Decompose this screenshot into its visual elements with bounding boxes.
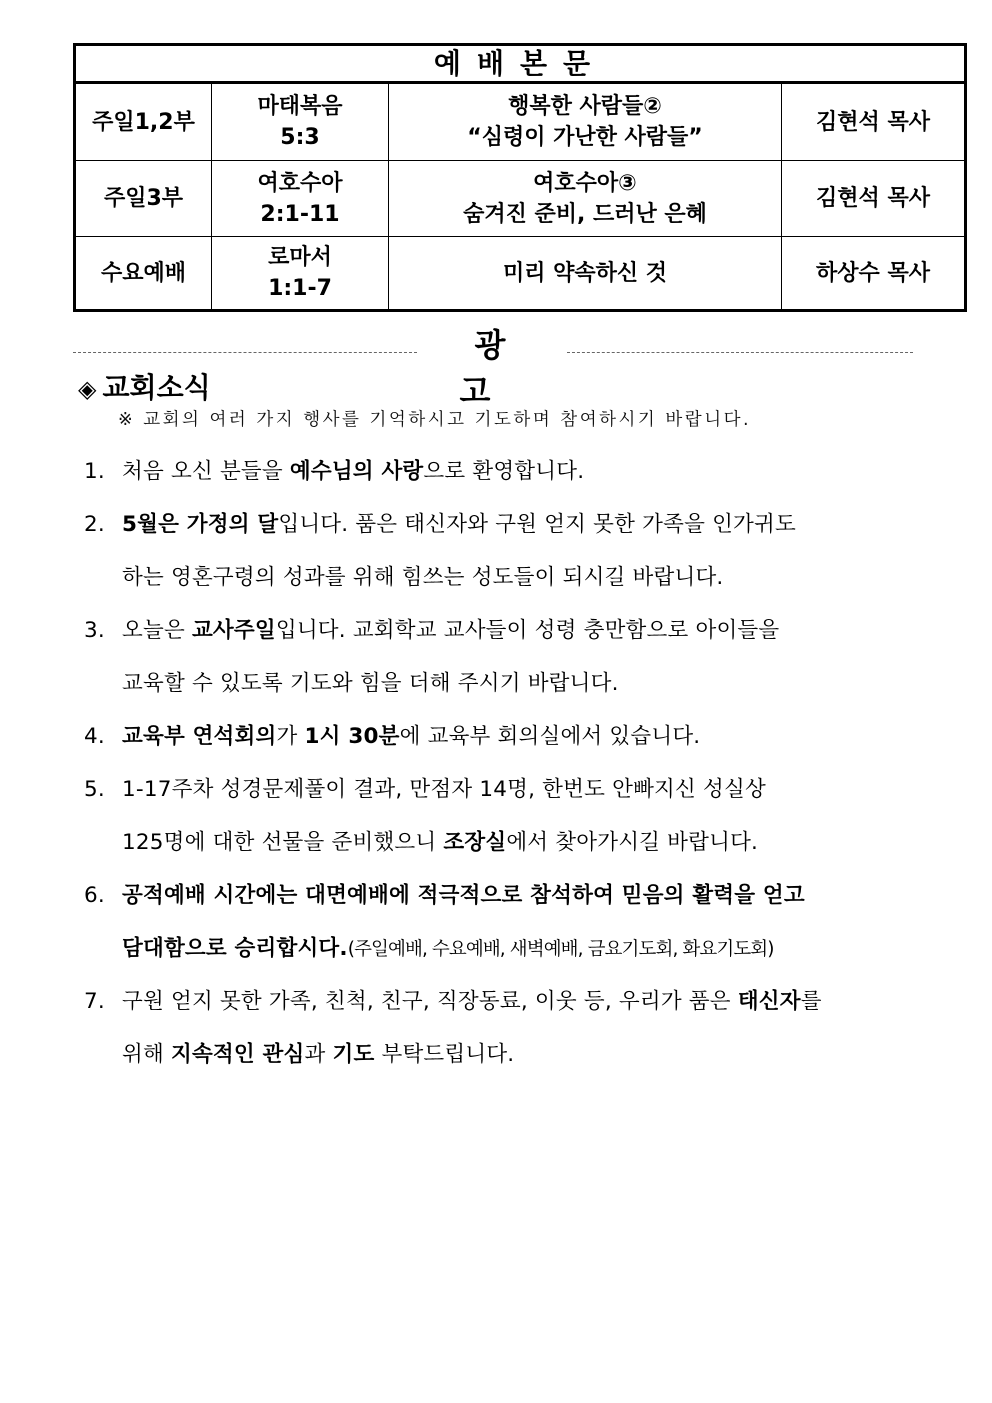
dashed-divider: [73, 352, 417, 353]
scripture-cell: [212, 237, 389, 311]
list-item-number: 2.: [84, 512, 105, 537]
list-item-text: 입니다. 교회학교 교사들이 성령 충만함으로 아이들을: [275, 618, 780, 643]
list-item-line: [84, 975, 854, 1028]
list-item-text: 처음 오신 분들을: [122, 459, 290, 484]
emphasis-text: 1시 30분: [304, 724, 400, 749]
emphasis-text: 5월은 가정의 달: [122, 512, 279, 537]
preacher: 김현석 목사: [782, 161, 966, 237]
list-item-line: [84, 710, 854, 763]
list-item-text: 하는 영혼구령의 성과를 위해 힘쓰는 성도들이 되시길 바랍니다.: [122, 565, 724, 590]
list-item-text: 부탁드립니다.: [374, 1042, 515, 1067]
scripture-cell: [212, 83, 389, 161]
scripture-ref: 5:3: [280, 125, 320, 150]
list-item-line: [84, 922, 854, 975]
list-item-line: [84, 445, 854, 498]
list-item-line: [84, 763, 854, 816]
church-news-title: 교회소식: [102, 371, 211, 404]
ad-section-title: 광고: [459, 326, 540, 410]
emphasis-text: 교사주일: [191, 618, 276, 643]
church-news-heading: [78, 368, 211, 409]
sermon-title: 행복한 사람들②: [508, 94, 662, 119]
list-item: [84, 710, 854, 763]
sermon-title: 미리 약속하신 것: [502, 260, 668, 286]
scripture-book: 마태복음: [257, 94, 343, 119]
sermon-title-cell: [389, 237, 782, 311]
list-item-text: 오늘은: [122, 618, 192, 643]
list-item-text: 구원 얻지 못한 가족, 친척, 친구, 직장동료, 이웃 등, 우리가 품은: [122, 989, 738, 1014]
sermon-title-cell: [389, 161, 782, 237]
scripture-book: 여호수아: [257, 170, 343, 196]
scripture-book: 로마서: [268, 245, 332, 270]
church-news-note: ※ 교회의 여러 가지 행사를 기억하시고 기도하며 참여하시기 바랍니다.: [118, 410, 752, 430]
list-item-number: 3.: [84, 618, 105, 643]
list-item-number: 1.: [84, 459, 105, 484]
list-item-text: 교육할 수 있도록 기도와 힘을 더해 주시기 바랍니다.: [122, 671, 619, 696]
list-item-line: [84, 869, 854, 922]
emphasis-text: 조장실: [443, 830, 507, 855]
sermon-table: [73, 43, 967, 312]
emphasis-text: 교육부 연석회의: [122, 724, 277, 749]
preacher: 하상수 목사: [782, 237, 966, 311]
list-item-line: [84, 816, 854, 869]
list-item: [84, 604, 854, 710]
list-item-text: 위해: [122, 1042, 171, 1067]
dashed-divider: [567, 352, 913, 353]
scripture-ref: 2:1-11: [260, 201, 340, 227]
service-list-text: (주일예배, 수요예배, 새벽예배, 금요기도회, 화요기도회): [347, 939, 774, 960]
table-row: [75, 161, 966, 237]
service-name: 주일1,2부: [75, 83, 212, 161]
list-item-text: 에서 찾아가시길 바랍니다.: [506, 830, 759, 855]
list-item: [84, 498, 854, 604]
scripture-ref: 1:1-7: [268, 276, 332, 301]
table-row: [75, 237, 966, 311]
sermon-table-title-row: [75, 45, 966, 83]
list-item-text: 에 교육부 회의실에서 있습니다.: [399, 724, 701, 749]
list-item-line: [84, 551, 854, 604]
list-item: [84, 975, 854, 1081]
sermon-subtitle: 숨겨진 준비, 드러난 은혜: [463, 201, 707, 227]
list-item: [84, 869, 854, 975]
list-item: [84, 445, 854, 498]
list-item-line: [84, 657, 854, 710]
emphasis-text: 공적예배 시간에는 대면예배에 적극적으로 참석하여 믿음의 활력을 얻고: [122, 883, 805, 908]
list-item-text: 과: [304, 1042, 333, 1067]
sermon-subtitle: “심령이 가난한 사람들”: [467, 125, 703, 150]
emphasis-text: 담대함으로 승리합시다.: [122, 936, 348, 961]
preacher: 김현석 목사: [782, 83, 966, 161]
list-item-line: [84, 604, 854, 657]
list-item-line: [84, 498, 854, 551]
emphasis-text: 기도: [332, 1042, 375, 1067]
sermon-table-title: 예배본문: [75, 45, 966, 83]
table-row: [75, 83, 966, 161]
sermon-title-cell: [389, 83, 782, 161]
service-name: 주일3부: [75, 161, 212, 237]
list-item-number: 5.: [84, 777, 105, 802]
emphasis-text: 지속적인 관심: [170, 1042, 305, 1067]
list-item-text: 입니다. 품은 태신자와 구원 얻지 못한 가족을 인가귀도: [278, 512, 796, 537]
list-item-line: [84, 1028, 854, 1081]
list-item-text: 으로 환영합니다.: [423, 459, 585, 484]
emphasis-text: 태신자: [737, 989, 801, 1014]
scripture-cell: [212, 161, 389, 237]
list-item-text: 를: [800, 989, 822, 1014]
notice-list: [84, 445, 854, 1081]
sermon-title: 여호수아③: [533, 170, 637, 196]
list-item-number: 4.: [84, 724, 105, 749]
list-item-text: 125명에 대한 선물을 준비했으니: [122, 830, 444, 855]
list-item-number: 7.: [84, 989, 105, 1014]
service-name: 수요예배: [75, 237, 212, 311]
list-item-number: 6.: [84, 883, 105, 908]
list-item: [84, 763, 854, 869]
emphasis-text: 예수님의 사랑: [289, 459, 424, 484]
list-item-text: 가: [276, 724, 305, 749]
diamond-bullet-icon: ◈: [78, 375, 97, 403]
list-item-text: 1-17주차 성경문제풀이 결과, 만점자 14명, 한번도 안빠지신 성실상: [122, 777, 766, 802]
